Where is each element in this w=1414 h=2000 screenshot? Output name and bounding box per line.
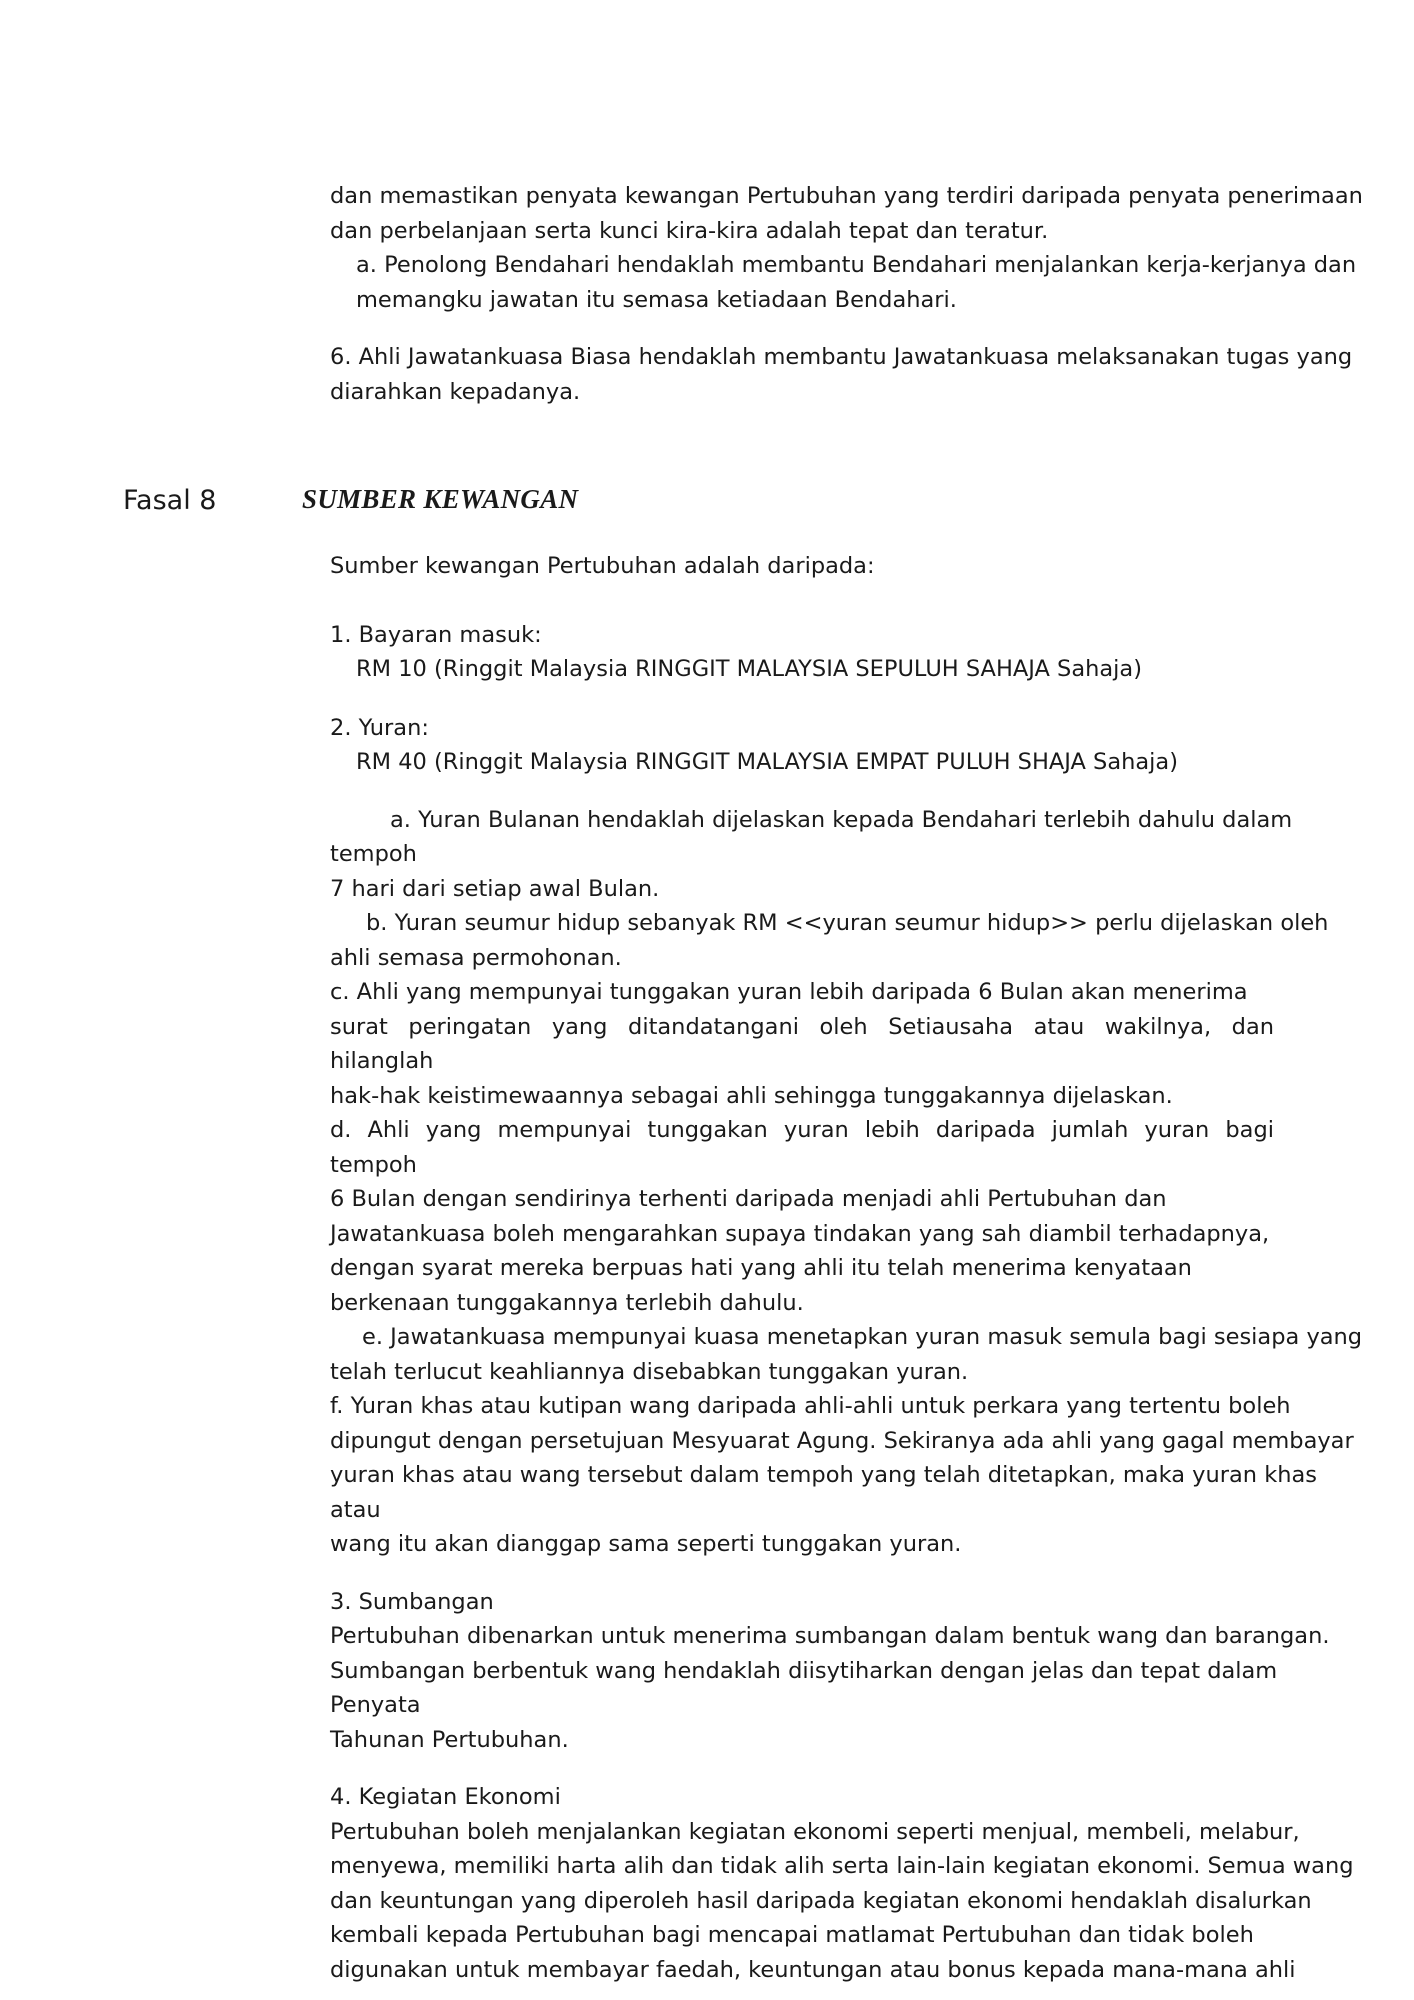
item-1-title: 1. Bayaran masuk: [330, 621, 542, 648]
sub-item-a: a. Yuran Bulanan hendaklah dijelaskan kepada Bendahari terlebih dahulu dalam tempoh 7 hari dari setiap awal Bulan. [330, 806, 1293, 902]
top-continuation [330, 179, 1370, 409]
item-3-title: 3. Sumbangan [330, 1588, 494, 1615]
fasal-label: Fasal 8 [123, 485, 217, 516]
item-2-title: 2. Yuran: [330, 714, 429, 741]
item-1-value: RM 10 (Ringgit Malaysia RINGGIT MALAYSIA SEPULUH SAHAJA Sahaja) [356, 656, 1142, 682]
section-body [330, 549, 1370, 1987]
fasal-title: SUMBER KEWANGAN [302, 484, 579, 514]
treasurer-duty-text: dan memastikan penyata kewangan Pertubuhan yang terdiri daripada penyata penerimaan dan perbelanjaan serta kunci kira-kira adalah tepat dan teratur. [330, 183, 1363, 244]
sub-item-d: d. Ahli yang mempunyai tunggakan yuran lebih daripada jumlah yuran bagi tempoh 6 Bulan dengan sendirinya terhenti daripada menjadi ahli Pertubuhan dan Jawatankuasa boleh mengarahkan supaya tindakan yang sah diambil terhadapnya, dengan syarat mereka berpuas hati yang ahli itu telah menerima kenyataan berkenaan tunggakannya terlebih dahulu. [330, 1117, 1274, 1316]
committee-member-text: 6. Ahli Jawatankuasa Biasa hendaklah membantu Jawatankuasa melaksanakan tugas yang diarahkan kepadanya. [330, 344, 1353, 405]
sub-item-b: b. Yuran seumur hidup sebanyak RM <<yuran seumur hidup>> perlu dijelaskan oleh ahli semasa permohonan. [330, 910, 1329, 971]
sub-item-f: f. Yuran khas atau kutipan wang daripada ahli-ahli untuk perkara yang tertentu boleh dipungut dengan persetujuan Mesyuarat Agung. Sekiranya ada ahli yang gagal membayar yuran khas atau wang tersebut dalam tempoh yang telah ditetapkan, maka yuran khas atau wang itu akan dianggap sama seperti tunggakan yuran. [330, 1393, 1354, 1557]
item-2-value: RM 40 (Ringgit Malaysia RINGGIT MALAYSIA EMPAT PULUH SHAJA Sahaja) [356, 749, 1178, 775]
section-intro: Sumber kewangan Pertubuhan adalah daripada: [330, 553, 875, 579]
sub-item-c: c. Ahli yang mempunyai tunggakan yuran lebih daripada 6 Bulan akan menerima surat peringatan yang ditandatangani oleh Setiausaha atau wakilnya, dan hilanglah hak-hak keistimewaannya sebagai ahli sehingga tunggakannya dijelaskan. [330, 979, 1274, 1109]
item-3-body: Pertubuhan dibenarkan untuk menerima sumbangan dalam bentuk wang dan barangan. Sumbangan berbentuk wang hendaklah diisytiharkan dengan jelas dan tepat dalam Penyata Tahunan Pertubuhan. [330, 1623, 1330, 1753]
item-4-title: 4. Kegiatan Ekonomi [330, 1784, 561, 1810]
assistant-treasurer-text: a. Penolong Bendahari hendaklah membantu Bendahari menjalankan kerja-kerjanya dan memangku jawatan itu semasa ketiadaan Bendahari. [356, 252, 1357, 313]
item-4-body: Pertubuhan boleh menjalankan kegiatan ekonomi seperti menjual, membeli, melabur, menyewa, memiliki harta alih dan tidak alih serta lain-lain kegiatan ekonomi. Semua wang dan keuntungan yang diperoleh hasil daripada kegiatan ekonomi hendaklah disalurkan kembali kepada Pertubuhan bagi mencapai matlamat Pertubuhan dan tidak boleh digunakan untuk membayar faedah, keuntungan atau bonus kepada mana-mana ahli [330, 1818, 1354, 1983]
sub-item-e: e. Jawatankuasa mempunyai kuasa menetapkan yuran masuk semula bagi sesiapa yang telah terlucut keahliannya disebabkan tunggakan yuran. [330, 1324, 1363, 1385]
